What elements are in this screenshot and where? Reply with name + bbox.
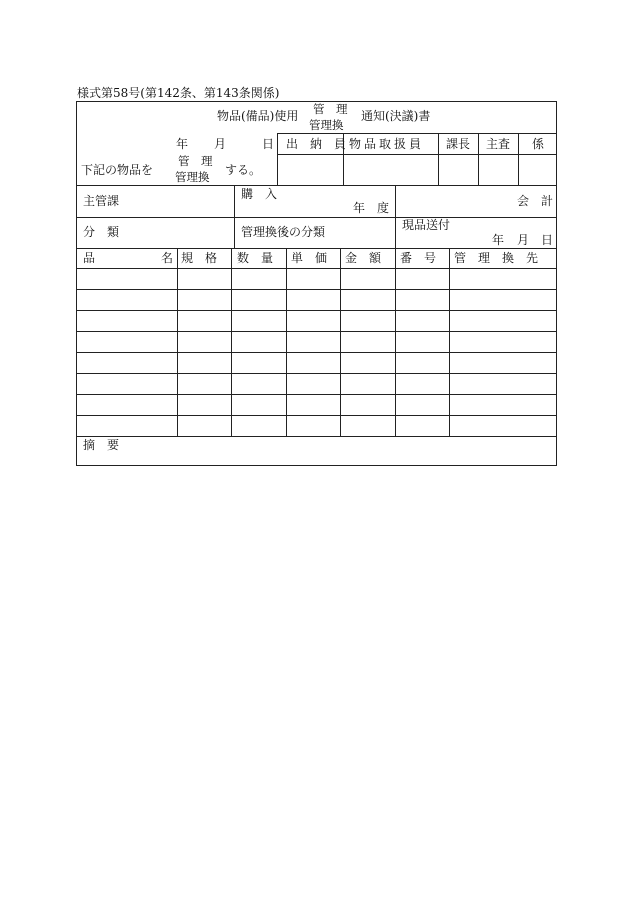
column-header-number: 番 号 bbox=[400, 251, 437, 265]
date-day: 日 bbox=[262, 137, 275, 151]
approval-mid-rule bbox=[277, 154, 557, 155]
stamp-label-staff: 係 bbox=[532, 137, 545, 151]
approval-left-rule bbox=[277, 133, 278, 185]
statement-prefix: 下記の物品を bbox=[81, 163, 154, 177]
purchase-label: 購 入 bbox=[241, 187, 278, 201]
column-header-spec: 規 格 bbox=[181, 251, 218, 265]
column-header-amount: 金 額 bbox=[345, 251, 382, 265]
sent-year: 年 bbox=[492, 233, 505, 247]
date-month: 月 bbox=[214, 137, 227, 151]
title-suffix: 通知(決議)書 bbox=[361, 109, 431, 123]
accounting-label: 会 計 bbox=[517, 194, 554, 208]
statement-choice-transfer: 管理換 bbox=[175, 170, 210, 184]
date-year: 年 bbox=[176, 137, 189, 151]
fiscal-year-label: 年 度 bbox=[353, 201, 390, 215]
classification-label: 分 類 bbox=[83, 225, 120, 239]
sent-month: 月 bbox=[517, 233, 530, 247]
remarks-label: 摘 要 bbox=[83, 438, 120, 452]
column-header-transfer-destination: 管 理 換 先 bbox=[454, 251, 539, 265]
approval-top-rule bbox=[277, 133, 557, 134]
stamp-label-goods-handler: 物品取扱員 bbox=[349, 137, 425, 151]
statement-suffix: する。 bbox=[225, 163, 262, 177]
title-choice-transfer: 管理換 bbox=[309, 118, 344, 132]
title-prefix: 物品(備品)使用 bbox=[217, 109, 299, 123]
main-dept-label: 主管課 bbox=[83, 194, 120, 208]
goods-sent-label: 現品送付 bbox=[402, 218, 451, 232]
sent-day: 日 bbox=[541, 233, 554, 247]
column-header-unit-price: 単 価 bbox=[291, 251, 328, 265]
column-header-item-name-right: 名 bbox=[161, 251, 174, 265]
form-number-heading: 様式第58号(第142条、第143条関係) bbox=[77, 86, 280, 100]
post-transfer-class-label: 管理換後の分類 bbox=[241, 225, 326, 239]
column-header-quantity: 数 量 bbox=[237, 251, 274, 265]
management-notice-form bbox=[76, 101, 557, 466]
column-header-item-name-left: 品 bbox=[83, 251, 96, 265]
stamp-label-treasurer: 出 納 員 bbox=[286, 137, 347, 151]
stamp-label-supervisor: 主査 bbox=[486, 137, 511, 151]
title-choice-manage: 管 理 bbox=[313, 102, 348, 116]
statement-choice-manage: 管 理 bbox=[178, 154, 213, 168]
stamp-label-section-chief: 課長 bbox=[446, 137, 471, 151]
